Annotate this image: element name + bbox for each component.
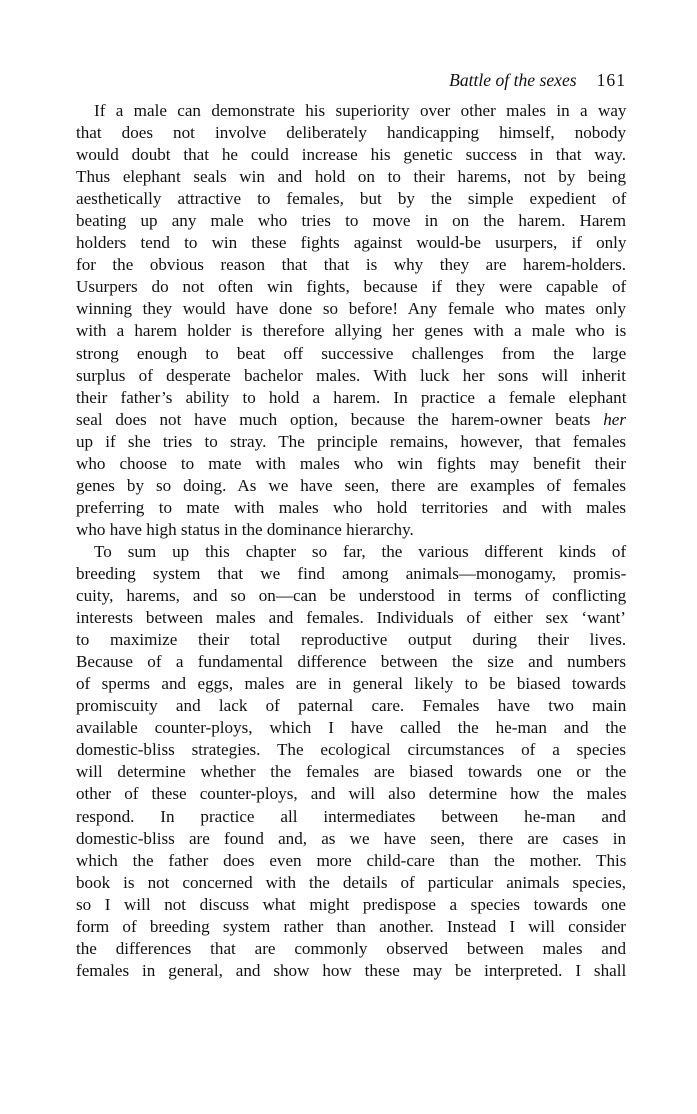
book-page [76, 70, 626, 982]
text-line: form of breeding system rather than another. Instead I will consider [76, 916, 626, 936]
text-line: If a male can demonstrate his superiority over other males in a way [94, 101, 627, 120]
text-line: to maximize their total reproductive output during their lives. [76, 630, 627, 650]
text-line: domestic-bliss strategies. The ecological circumstances of a species [76, 740, 627, 760]
text-line: which the father does even more child-care than the mother. This [76, 850, 627, 870]
text-line-with-emphasis [76, 409, 626, 431]
text-line: who have high status in the dominance hierarchy. [76, 519, 414, 539]
text-line: surplus of desperate bachelor males. With luck her sons will inherit [76, 365, 626, 385]
text-line: available counter-ploys, which I have called the he-man and the [76, 718, 627, 738]
emphasized-word: her [603, 409, 626, 429]
text-line: who choose to mate with males who win fights may benefit their [76, 453, 626, 473]
text-line: winning they would have done so before! Any female who mates only [76, 299, 626, 319]
text-line: Because of a fundamental difference between the size and numbers [76, 652, 626, 672]
text-line: holders tend to win these fights against would-be usurpers, if only [76, 233, 627, 253]
text-line: beating up any male who tries to move in on the harem. Harem [76, 211, 626, 231]
text-line: of sperms and eggs, males are in general likely to be biased towards [76, 674, 626, 694]
text-line: up if she tries to stray. The principle remains, however, that females [76, 431, 627, 451]
text-line: To sum up this chapter so far, the various different kinds of [94, 541, 627, 561]
text-line: their father’s ability to hold a harem. In practice a female elephant [76, 387, 627, 407]
text-line: strong enough to beat off successive challenges from the large [76, 343, 627, 363]
text-line: breeding system that we find among animals—monogamy, promis- [76, 563, 627, 583]
text-line: book is not concerned with the details of particular animals species, [76, 872, 626, 892]
text-line: will determine whether the females are biased towards one or the [76, 762, 627, 782]
text-line: respond. In practice all intermediates between he-man and [76, 806, 626, 826]
text-line: the differences that are commonly observed between males and [76, 938, 626, 958]
text-line: females in general, and show how these may be interpreted. I shall [76, 960, 627, 980]
text-line: other of these counter-ploys, and will also determine how the males [76, 784, 627, 804]
text-line: domestic-bliss are found and, as we have seen, there are cases in [76, 828, 626, 848]
text-line: promiscuity and lack of paternal care. Females have two main [76, 696, 627, 716]
text-fragment: seal does not have much option, because the harem-owner beats [76, 409, 604, 429]
text-line: Thus elephant seals win and hold on to their harems, not by being [76, 167, 626, 187]
text-line: interests between males and females. Individuals of either sex ‘want’ [76, 608, 626, 628]
text-line: would doubt that he could increase his genetic success in that way. [76, 145, 626, 165]
text-line: with a harem holder is therefore allying her genes with a male who is [76, 321, 627, 341]
paragraph-2 [76, 541, 626, 982]
text-line: preferring to mate with males who hold territories and with males [76, 497, 627, 517]
text-line: genes by so doing. As we have seen, there are examples of females [76, 475, 626, 495]
text-line: that does not involve deliberately handicapping himself, nobody [76, 123, 626, 143]
text-line: for the obvious reason that that is why they are harem-holders. [76, 255, 626, 275]
text-line: aesthetically attractive to females, but by the simple expedient of [76, 189, 627, 209]
text-line: so I will not discuss what might predispose a species towards one [76, 894, 626, 914]
paragraph-1 [76, 100, 626, 541]
text-line: cuity, harems, and so on—can be understood in terms of conflicting [76, 586, 627, 606]
page-number: 161 [596, 70, 626, 90]
text-line: Usurpers do not often win fights, because if they were capable of [76, 277, 627, 297]
running-title: Battle of the sexes [449, 70, 577, 90]
running-head [76, 70, 626, 96]
